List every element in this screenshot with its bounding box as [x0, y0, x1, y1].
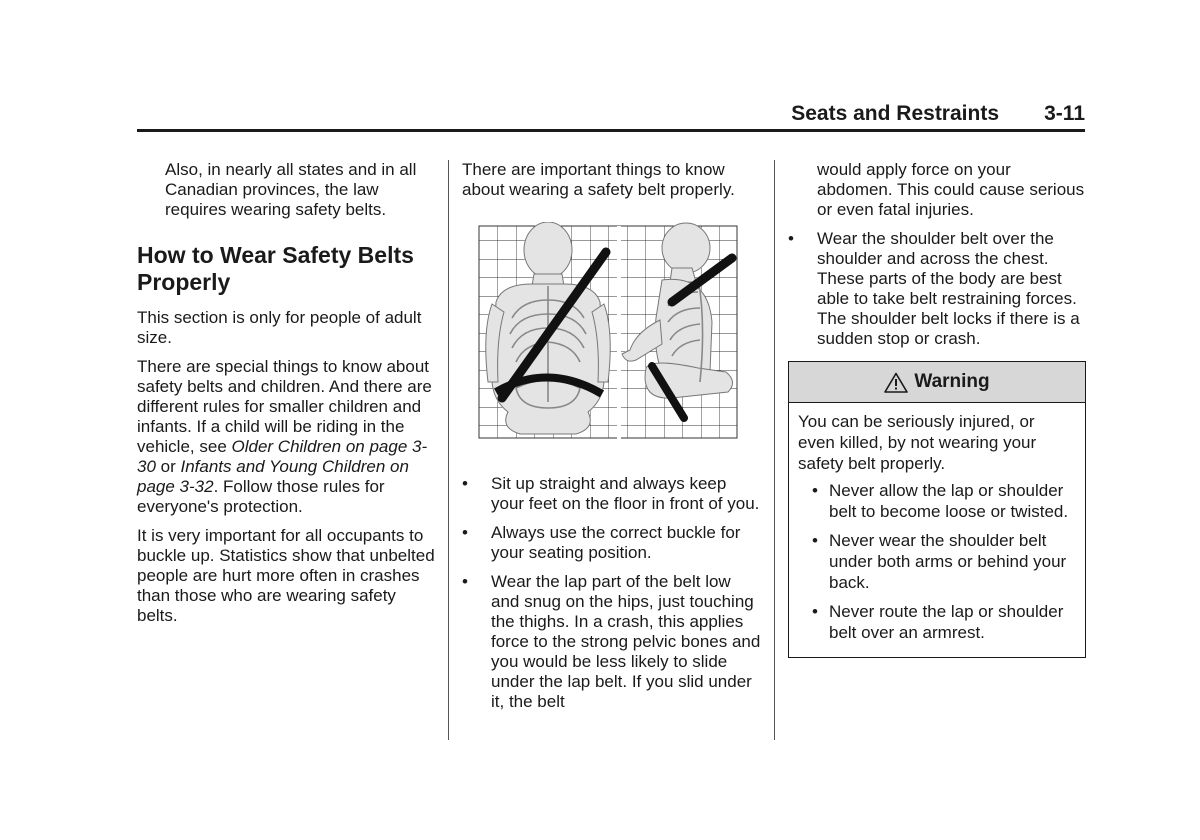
- list-item: • Never allow the lap or shoulder belt to become loose or twisted.: [812, 481, 1069, 521]
- header-divider: [137, 129, 1085, 132]
- section-heading: How to Wear Safety Belts Properly: [137, 242, 414, 295]
- intro-paragraph: There are important things to know about wearing a safety belt properly.: [462, 160, 735, 199]
- list-item-text: Wear the lap part of the belt low and snug on the hips, just touching the thighs. In a crash, this applies force to the strong pelvic bones and you would be less likely to slide under the lap belt. If you slid under it, the belt: [491, 572, 761, 711]
- intro-paragraph: Also, in nearly all states and in all Canadian provinces, the law requires wearing safety belts.: [165, 160, 417, 219]
- column-2: [462, 160, 762, 721]
- column-1: [137, 160, 437, 635]
- warning-bullet-list: [798, 480, 1075, 643]
- seatbelt-skeleton-illustration: [476, 222, 746, 448]
- list-item-text: Never route the lap or shoulder belt over an armrest.: [829, 602, 1064, 642]
- paragraph-children-ref: [137, 357, 437, 517]
- bullet-list: [462, 474, 762, 712]
- warning-body: [789, 403, 1085, 657]
- list-item: • Wear the shoulder belt over the shoulder and across the chest. These parts of the body are best able to take belt restraining forces. The shoulder belt locks if there is a sudden stop or crash.: [788, 229, 1080, 348]
- bullet-list: [788, 229, 1086, 349]
- cross-reference-link[interactable]: Older Children on page 3-30: [137, 437, 428, 476]
- list-item-text: Wear the shoulder belt over the shoulder and across the chest. These parts of the body are best able to take belt restraining forces. The shoulder belt locks if there is a sudden stop or crash.: [817, 229, 1080, 348]
- page-number: 3-11: [1044, 102, 1085, 125]
- warning-header: [789, 362, 1085, 403]
- list-item: • Wear the lap part of the belt low and snug on the hips, just touching the thighs. In a crash, this applies force to the strong pelvic bones and you would be less likely to slide under the lap belt. If you slid under it, the belt: [462, 572, 761, 711]
- continued-paragraph: would apply force on your abdomen. This could cause serious or even fatal injuries.: [817, 160, 1085, 219]
- text: There are special things to know about safety belts and children. And there are different rules for smaller children and infants. If a child will be riding in the vehicle, see: [137, 357, 432, 456]
- list-item: • Always use the correct buckle for your seating position.: [462, 523, 741, 562]
- warning-triangle-icon: [884, 372, 908, 393]
- paragraph: This section is only for people of adult size.: [137, 308, 422, 347]
- list-item: • Never wear the shoulder belt under both arms or behind your back.: [812, 531, 1067, 592]
- warning-box: [788, 361, 1086, 658]
- list-item: • Sit up straight and always keep your feet on the floor in front of you.: [462, 474, 760, 513]
- list-item-text: Always use the correct buckle for your seating position.: [491, 523, 741, 562]
- cross-reference-link[interactable]: Infants and Young Children on page 3-32: [137, 457, 409, 496]
- warning-text: You can be seriously injured, or even killed, by not wearing your safety belt properly.: [798, 412, 1037, 473]
- column-divider: [448, 160, 449, 740]
- list-item-text: Never allow the lap or shoulder belt to become loose or twisted.: [829, 481, 1069, 521]
- page-header: [137, 100, 1085, 130]
- text: or: [155, 457, 181, 476]
- warning-title: Warning: [914, 371, 990, 392]
- list-item-text: Sit up straight and always keep your feet on the floor in front of you.: [491, 474, 760, 513]
- list-item: • Never route the lap or shoulder belt over an armrest.: [812, 602, 1064, 642]
- section-title: Seats and Restraints: [791, 102, 999, 125]
- text: . Follow those rules for everyone's protection.: [137, 477, 385, 516]
- column-divider: [774, 160, 775, 740]
- list-item-text: Never wear the shoulder belt under both arms or behind your back.: [829, 531, 1067, 592]
- paragraph: It is very important for all occupants to buckle up. Statistics show that unbelted people are hurt more often in crashes than those who are wearing safety belts.: [137, 526, 435, 625]
- column-3: [788, 160, 1086, 658]
